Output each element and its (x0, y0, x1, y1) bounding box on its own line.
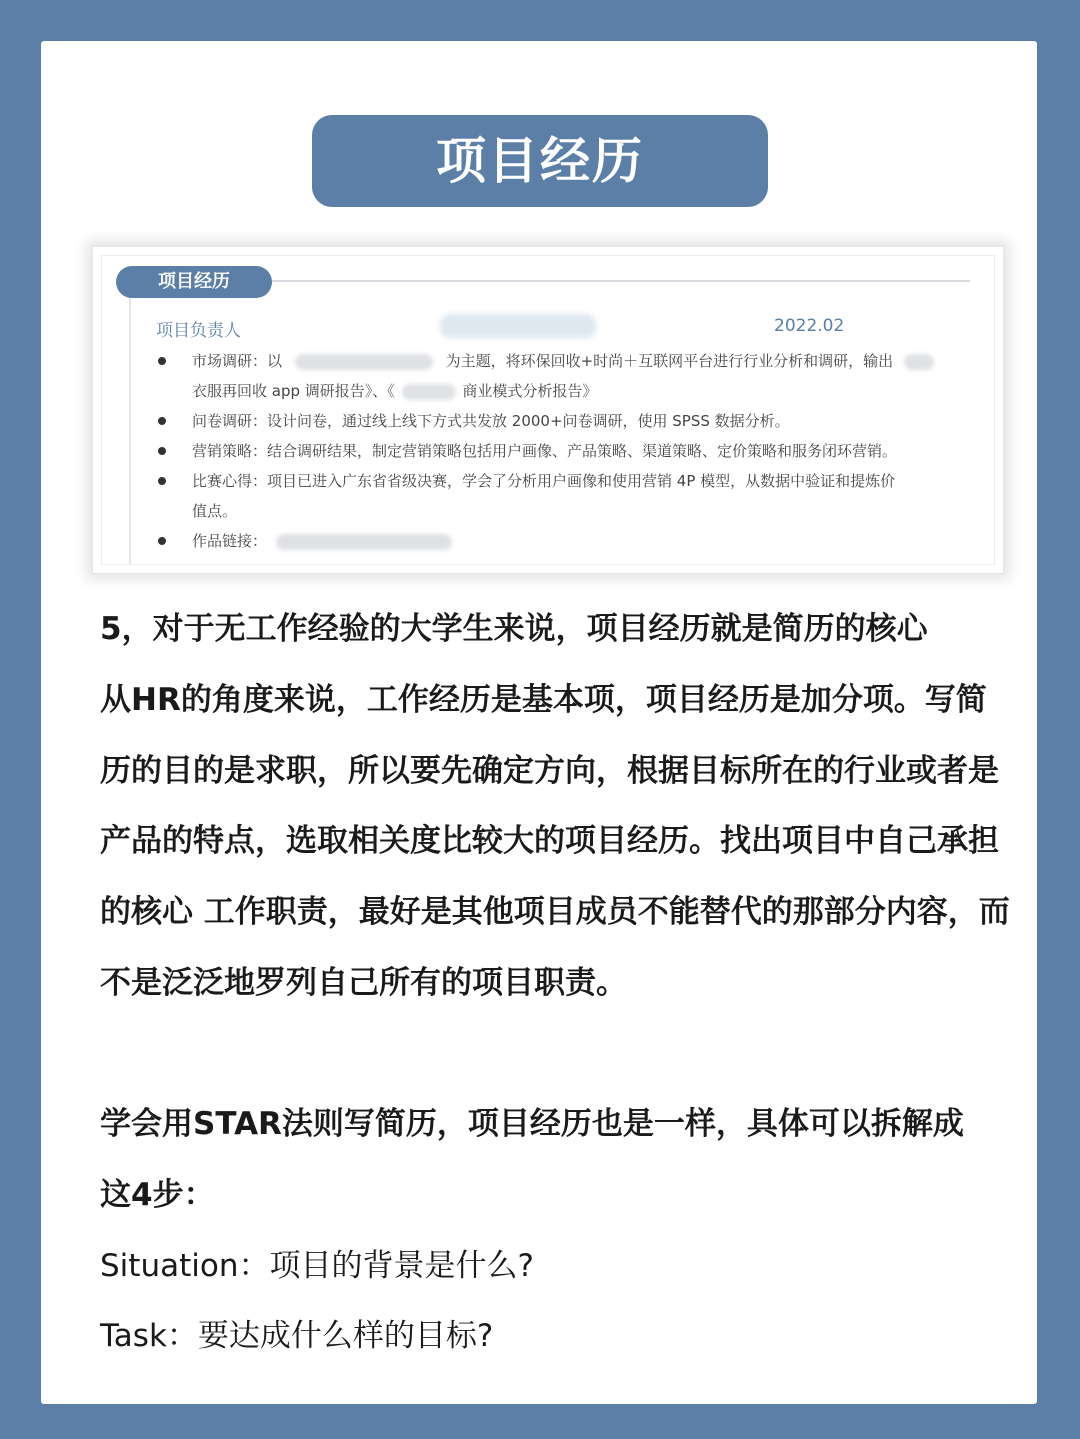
bullet-portfolio-link (156, 526, 970, 556)
body-line-7: 学会用STAR法则写简历，项目经历也是一样，具体可以拆解成 (100, 1106, 964, 1142)
redacted-link (276, 534, 452, 550)
redacted-project-name (440, 314, 596, 338)
body-line-4: 产品的特点，选取相关度比较大的项目经历。找出项目中自己承担 (100, 823, 999, 859)
bullet-text: 市场调研：以 (192, 352, 283, 370)
resume-section-label: 项目经历 (116, 266, 272, 298)
bullet-text: 比赛心得：项目已进入广东省省级决赛，学会了分析用户画像和使用营销 4P 模型，从数据中验证和提炼价 (192, 472, 896, 490)
body-line-8: 这4步： (100, 1177, 215, 1213)
bullet-survey (156, 406, 970, 436)
body-line-2: 从HR的角度来说，工作经历是基本项，项目经历是加分项。写简 (100, 682, 987, 718)
bullet-text: 衣服再回收 app 调研报告》、《 (192, 382, 395, 400)
bullet-text: 营销策略：结合调研结果，制定营销策略包括用户画像、产品策略、渠道策略、定价策略和服务闭环营销。 (192, 442, 898, 460)
bullet-competition (156, 466, 970, 496)
bullet-text: 问卷调研：设计问卷，通过线上线下方式共发放 2000+问卷调研，使用 SPSS 数据分析。 (192, 412, 790, 430)
resume-date: 2022.02 (774, 316, 845, 336)
bullet-continuation (156, 376, 970, 406)
page-title: 项目经历 (312, 115, 768, 207)
bullet-marketing (156, 436, 970, 466)
body-line-1: 5，对于无工作经验的大学生来说，项目经历就是简历的核心 (100, 611, 928, 647)
side-divider (129, 298, 131, 564)
resume-bullet-list (156, 346, 970, 556)
bullet-text: 为主题，将环保回收+时尚＋互联网平台进行行业分析和调研，输出 (445, 352, 894, 370)
resume-frame (101, 255, 995, 565)
body-line-situation: Situation：项目的背景是什么? (100, 1248, 534, 1284)
body-line-6: 不是泛泛地罗列自己所有的项目职责。 (100, 965, 627, 1001)
redacted-text (295, 354, 433, 370)
body-line-task: Task：要达成什么样的目标? (100, 1318, 494, 1354)
redacted-text (904, 354, 934, 370)
resume-role: 项目负责人 (156, 321, 241, 341)
redacted-text (402, 384, 456, 400)
resume-screenshot (92, 246, 1004, 574)
bullet-text: 值点。 (192, 502, 238, 520)
bullet-market-research (156, 346, 970, 376)
bullet-continuation (156, 496, 970, 526)
bullet-text: 作品链接： (192, 532, 268, 550)
body-line-3: 历的目的是求职，所以要先确定方向，根据目标所在的行业或者是 (100, 753, 999, 789)
body-line-5: 的核心 工作职责，最好是其他项目成员不能替代的那部分内容，而 (100, 894, 1010, 930)
section-divider (272, 280, 970, 282)
bullet-text: 商业模式分析报告》 (462, 382, 598, 400)
